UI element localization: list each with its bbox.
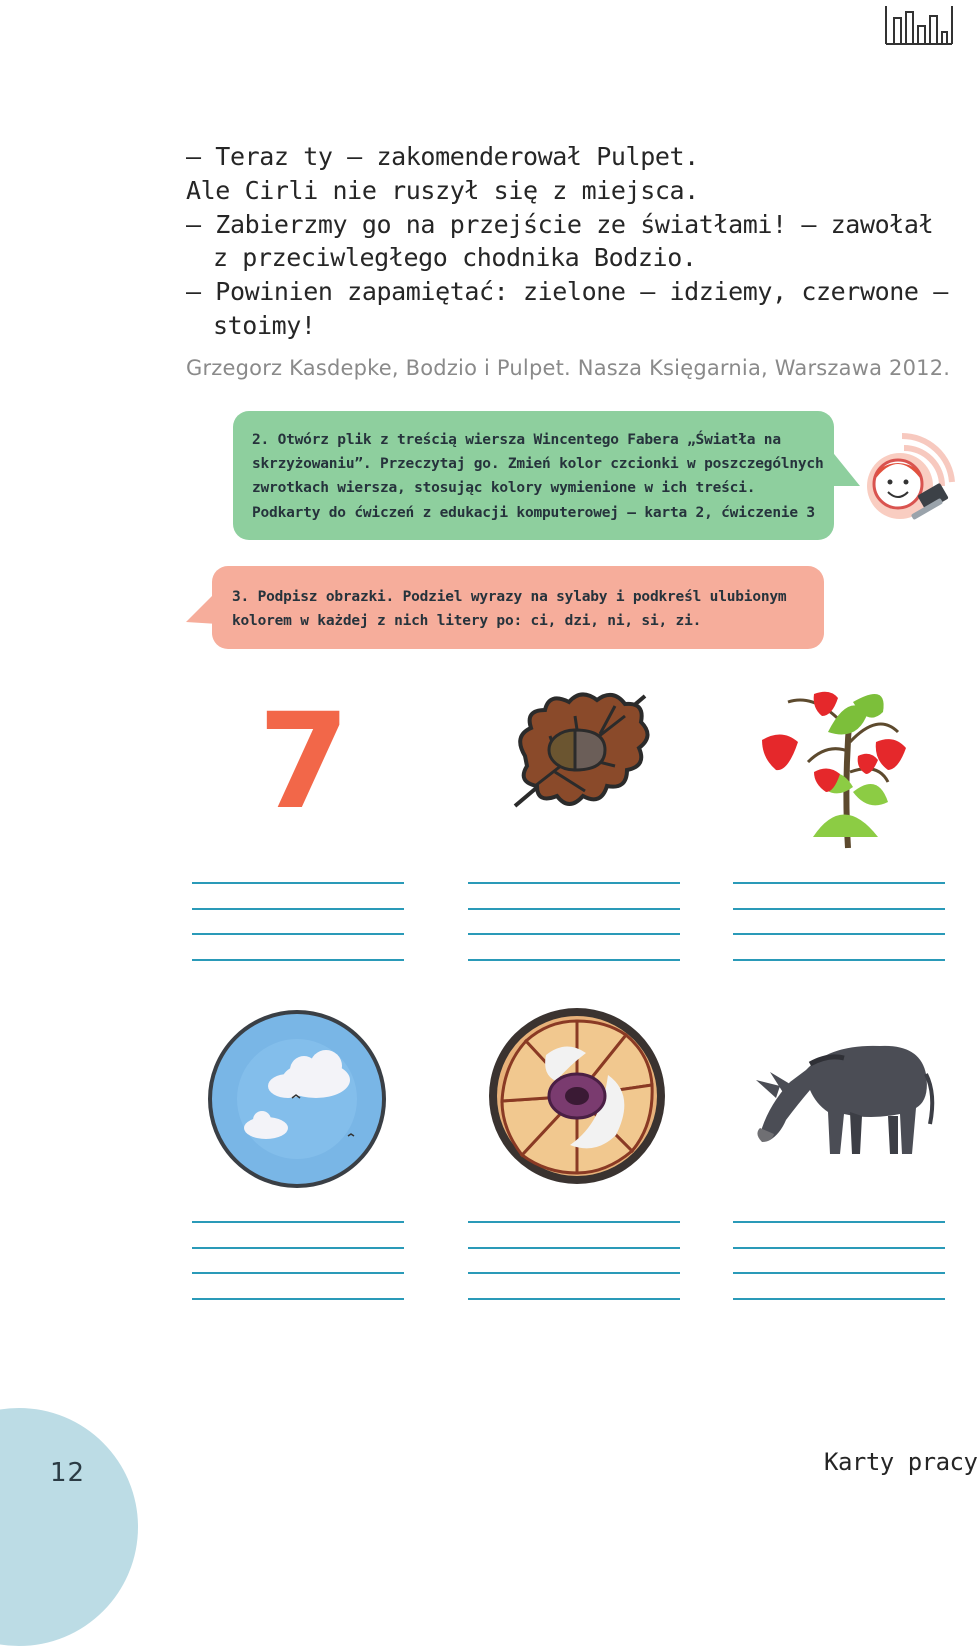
bubble-tail-icon <box>186 590 218 624</box>
task-line: skrzyżowaniu”. Przeczytaj go. Zmień kolor czcionki w poszczególnych <box>252 456 824 473</box>
writing-line <box>468 1298 680 1300</box>
kid-laptop-icon <box>862 432 954 528</box>
writing-line <box>192 1247 404 1249</box>
writing-line <box>192 1298 404 1300</box>
writing-lines <box>192 1221 404 1323</box>
writing-line <box>733 1298 945 1300</box>
writing-line <box>733 933 945 935</box>
writing-line <box>468 1247 680 1249</box>
writing-line <box>733 1247 945 1249</box>
footer-title: Karty pracy <box>824 1448 977 1476</box>
writing-lines <box>468 882 680 984</box>
task-line: kolorem w każdej z nich litery po: ci, dzi, ni, si, zi. <box>232 613 702 630</box>
donkey-icon <box>740 1024 936 1158</box>
writing-line <box>468 882 680 884</box>
number-seven: 7 <box>258 685 350 839</box>
bar-logo-icon <box>884 4 954 46</box>
writing-line <box>468 1272 680 1274</box>
writing-lines <box>468 1221 680 1323</box>
writing-line <box>733 1272 945 1274</box>
writing-line <box>192 1221 404 1223</box>
task-line: Podkarty do ćwiczeń z edukacji komputerowej – karta 2, ćwiczenie 3 <box>252 504 815 521</box>
writing-line <box>192 882 404 884</box>
writing-lines <box>733 882 945 984</box>
task-3-text <box>232 585 822 633</box>
page-number: 12 <box>50 1458 86 1488</box>
poem-line: z przeciwległego chodnika Bodzio. <box>213 243 697 273</box>
writing-line <box>468 933 680 935</box>
task-line: 3. Podpisz obrazki. Podziel wyrazy na sylaby i podkreśl ulubionym <box>232 589 787 605</box>
writing-lines <box>192 882 404 984</box>
sky-clouds-icon <box>206 1008 388 1190</box>
poem-excerpt <box>186 140 948 343</box>
poem-line: – Teraz ty – zakomenderował Pulpet. <box>186 142 699 171</box>
writing-line <box>192 959 404 961</box>
task-line: 2. Otwórz plik z treścią wiersza Wincentego Fabera „Światła na <box>252 432 781 448</box>
poem-line: – Powinien zapamiętać: zielone – idziemy, czerwone – <box>186 277 948 307</box>
poem-line: – Zabierzmy go na przejście ze światłami! – zawołał <box>186 209 934 239</box>
writing-line <box>468 959 680 961</box>
task-line: zwrotkach wiersza, stosując kolory wymienione w ich treści. <box>252 480 756 497</box>
poem-line: Ale Cirli nie ruszył się z miejsca. <box>186 175 699 205</box>
writing-line <box>733 882 945 884</box>
writing-line <box>192 1272 404 1274</box>
writing-line <box>192 908 404 910</box>
poem-line: stoimy! <box>213 310 316 340</box>
writing-line <box>733 1221 945 1223</box>
writing-lines <box>733 1221 945 1323</box>
corner-decoration <box>0 1408 138 1646</box>
oak-leaf-acorn-icon <box>505 686 655 821</box>
writing-line <box>733 908 945 910</box>
writing-line <box>733 959 945 961</box>
writing-line <box>468 1221 680 1223</box>
poem-citation: Grzegorz Kasdepke, Bodzio i Pulpet. Nasza Księgarnia, Warszawa 2012. <box>186 356 951 380</box>
strawberry-plant-icon <box>758 672 910 848</box>
writing-line <box>192 933 404 935</box>
plum-tart-icon <box>486 1005 668 1187</box>
writing-line <box>468 908 680 910</box>
task-2-text <box>252 428 832 525</box>
